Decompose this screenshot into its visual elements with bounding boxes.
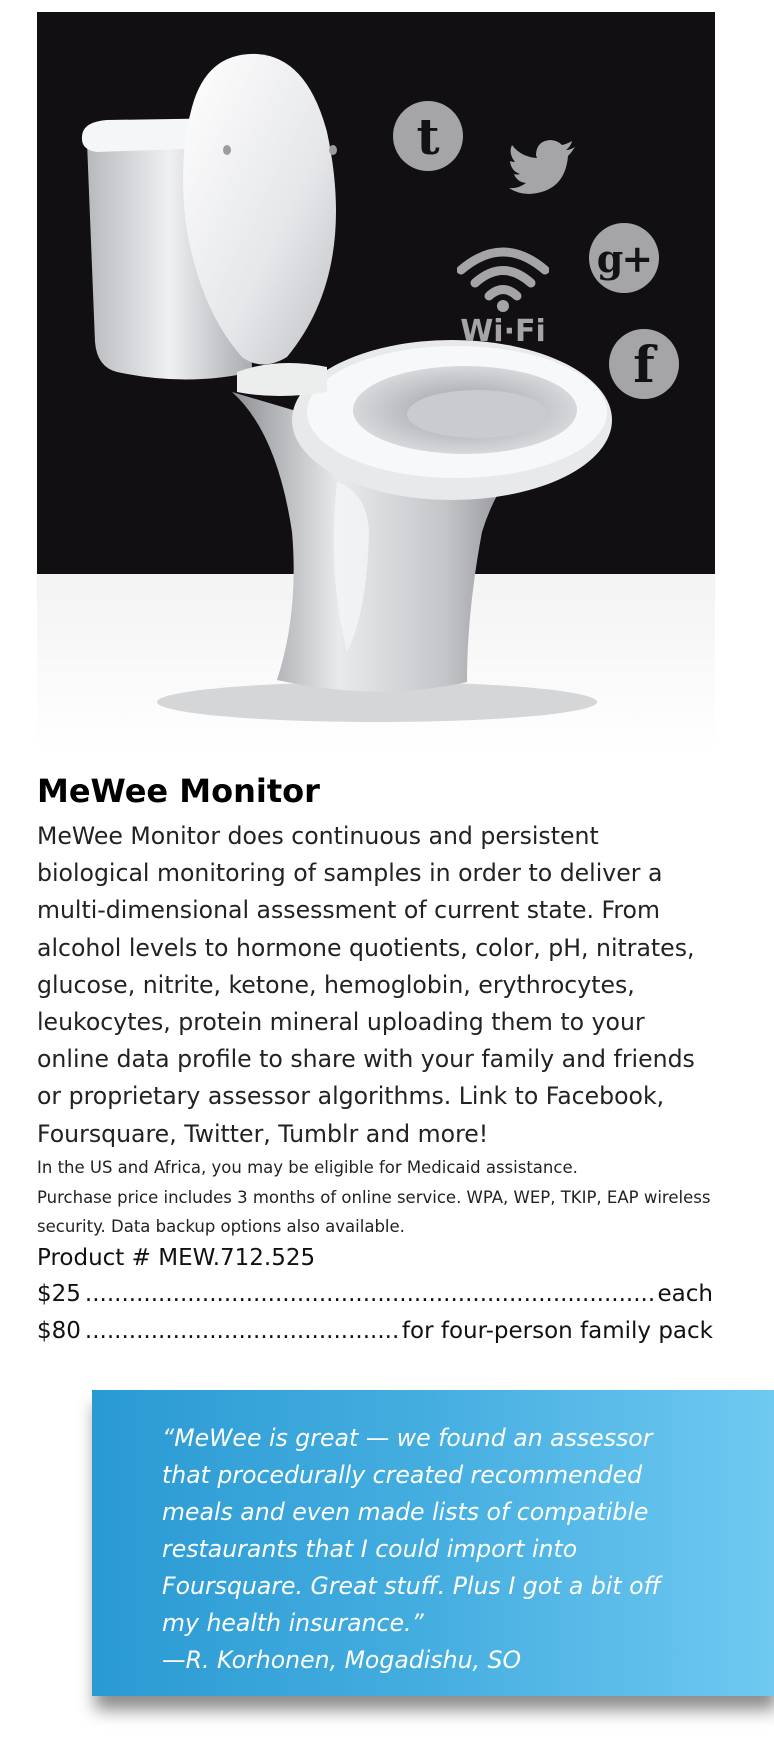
product-image [37, 12, 715, 752]
service-note: Purchase price includes 3 months of online service. WPA, WEP, TKIP, EAP wireless security. Data backup options also available. [37, 1187, 711, 1236]
fine-print [37, 1153, 727, 1242]
price-row-family [37, 1313, 713, 1349]
wifi-label: Wi·Fi [460, 314, 546, 349]
wifi-icon [457, 242, 549, 312]
dot-leader [85, 1313, 398, 1349]
price-value: $25 [37, 1281, 81, 1307]
google-plus-icon: g+ [589, 223, 659, 293]
price-label: for four-person family pack [401, 1318, 713, 1344]
twitter-icon [509, 140, 577, 196]
dot-leader [85, 1276, 654, 1312]
price-label: each [657, 1281, 713, 1307]
facebook-icon: f [609, 329, 679, 399]
testimonial-text: “MeWee is great — we found an assessor that procedurally created recommended meals and even made lists of compatible restaurants that I could import into Foursquare. Great stuff. Plus I got a bit off my health insurance.” [162, 1424, 661, 1637]
medicaid-note: In the US and Africa, you may be eligible for Medicaid assistance. [37, 1158, 578, 1177]
price-value: $80 [37, 1318, 81, 1344]
price-row-single [37, 1276, 713, 1312]
testimonial-author: —R. Korhonen, Mogadishu, SO [162, 1646, 522, 1674]
product-title: MeWee Monitor [37, 772, 320, 810]
product-description: MeWee Monitor does continuous and persistent biological monitoring of samples in order to deliver a multi-dimensional assessment of current state. From alcohol levels to hormone quotients, color, pH, nitrates, glucose, nitrite, ketone, hemoglobin, erythrocytes, leukocytes, protein mineral uploading them to your online data profile to share with your family and friends or proprietary assessor algorithms. Link to Facebook, Foursquare, Twitter, Tumblr and more! [37, 822, 695, 1148]
product-number: Product # MEW.712.525 [37, 1245, 316, 1271]
testimonial-box [92, 1390, 774, 1696]
tumblr-icon: t [393, 101, 463, 171]
